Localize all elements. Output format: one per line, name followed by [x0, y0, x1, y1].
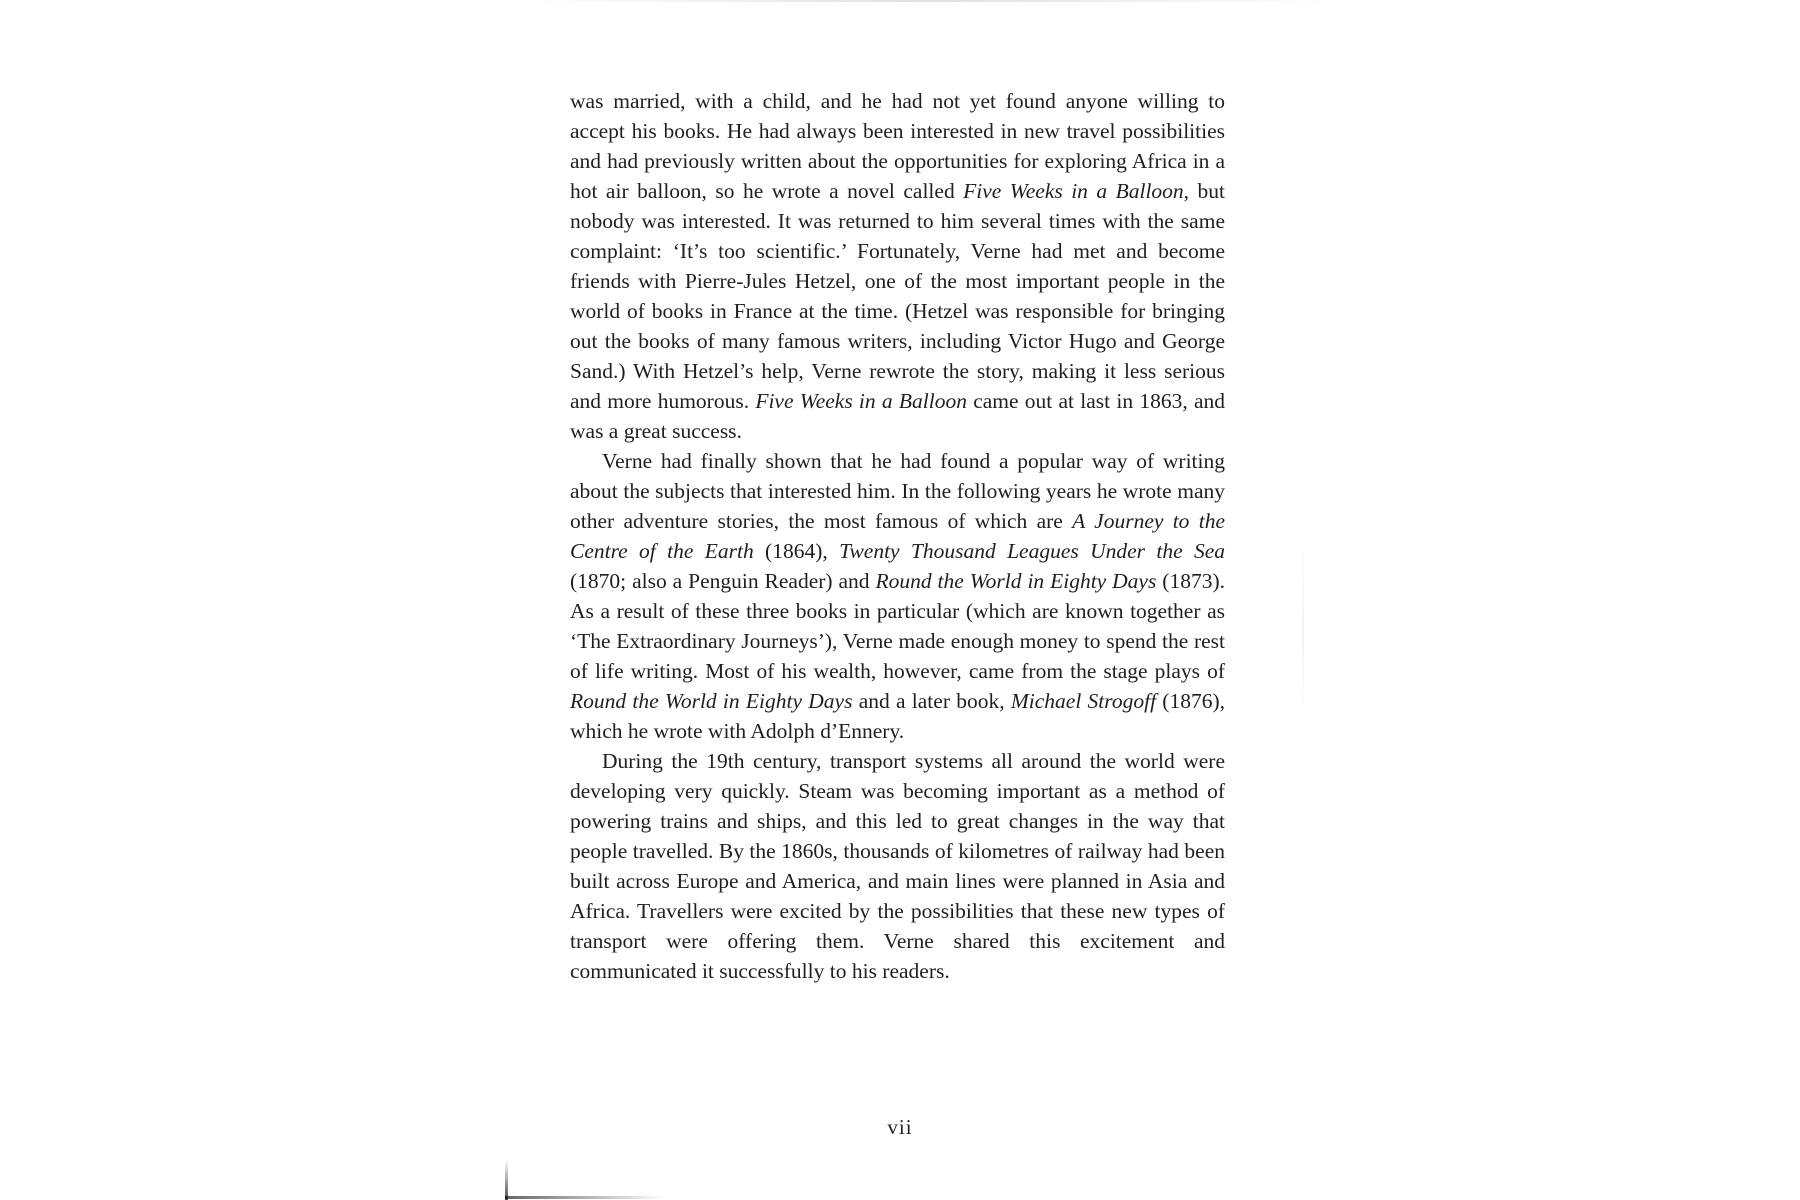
paragraph-3: [570, 746, 1225, 986]
scan-shadow-right: [1302, 540, 1304, 720]
text-run: came out at last in 1863, and was a great success.: [570, 389, 1225, 443]
book-page: [570, 86, 1225, 986]
text-run: was married, with a child, and he had not yet found anyone willing to accept his books. He had always been interested in new travel possibilities and had previously written about the opportunities for exploring Africa in a hot air balloon, so he wrote a novel called: [570, 89, 1225, 203]
paragraph-2: [570, 446, 1225, 746]
book-title-italic: Round the World in Eighty Days: [875, 569, 1157, 593]
book-title-italic: A Journey to the Centre of the Earth: [570, 509, 1225, 563]
page-number: vii: [887, 1115, 913, 1139]
book-title-italic: Twenty Thousand Leagues Under the Sea: [839, 539, 1225, 563]
text-run: (1870; also a Penguin Reader) and: [570, 569, 876, 593]
text-run: (1873). As a result of these three books in particular (which are known together as ‘The Extraordinary Journeys’), Verne made enough money to spend the rest of life writing. Most of his wealth, however, came from the stage plays of: [570, 569, 1225, 683]
book-title-italic: Round the World in Eighty Days: [570, 689, 853, 713]
text-run: , but nobody was interested. It was returned to him several times with the same complaint: ‘It’s too scientific.’ Fortunately, Verne had met and become friends with Pierre-Jules Hetzel, one of the most important people in the world of books in France at the time. (Hetzel was responsible for bringing out the books of many famous writers, including Victor Hugo and George Sand.) With Hetzel’s help, Verne rewrote the story, making it less serious and more humorous.: [570, 179, 1225, 413]
book-title-italic: Michael Strogoff: [1010, 689, 1157, 713]
text-run: (1864),: [753, 539, 840, 563]
scan-edge-bottom: [505, 1196, 665, 1199]
book-title-italic: Five Weeks in a Balloon: [963, 179, 1184, 203]
scan-edge-left: [505, 1160, 508, 1200]
text-run: Verne had finally shown that he had found a popular way of writing about the subjects that interested him. In the following years he wrote many other adventure stories, the most famous of which are: [570, 449, 1225, 533]
scan-edge-top: [520, 0, 1340, 2]
book-title-italic: Five Weeks in a Balloon: [755, 389, 967, 413]
text-run: and a later book,: [852, 689, 1011, 713]
text-run: During the 19th century, transport systems all around the world were developing very quickly. Steam was becoming important as a method of powering trains and ships, and this led to great changes in the way that people travelled. By the 1860s, thousands of kilometres of railway had been built across Europe and America, and main lines were planned in Asia and Africa. Travellers were excited by the possibilities that these new types of transport were offering them. Verne shared this excitement and communicated it successfully to his readers.: [570, 749, 1225, 983]
paragraph-1: [570, 86, 1225, 446]
text-run: (1876), which he wrote with Adolph d’Ennery.: [570, 689, 1225, 743]
